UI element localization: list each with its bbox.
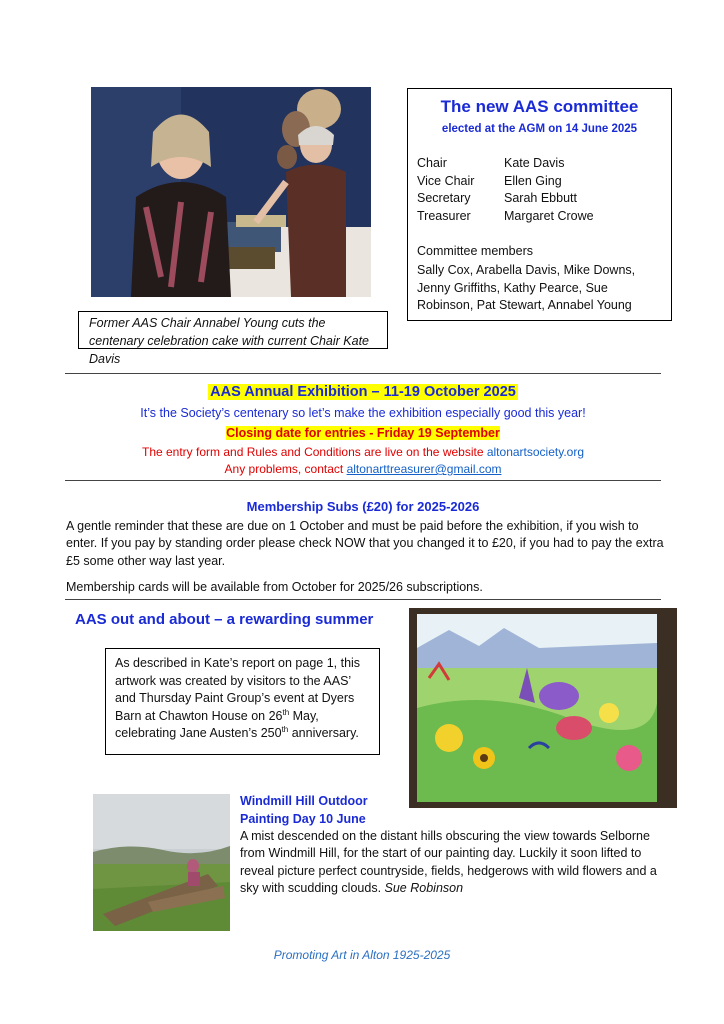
role-name: Ellen Ging <box>504 173 562 188</box>
photo-caption: Former AAS Chair Annabel Young cuts the centenary celebration cake with current Chair Kate Davis <box>78 311 388 349</box>
role-label: Vice Chair <box>417 173 475 188</box>
windmill-body-text: A mist descended on the distant hills obscuring the view towards Selborne from Windmill Hill, for the start of our painting day. Luckily it soon lifted to reveal picture perfect countryside, fields, hedgerows with wild flowers and a sky with scudding clouds. <box>240 829 657 896</box>
role-label: Treasurer <box>417 208 471 223</box>
committee-members-list: Sally Cox, Arabella Davis, Mike Downs, Jenny Griffiths, Kathy Pearce, Sue Robinson, Pat Stewart, Annabel Young <box>417 263 636 313</box>
windmill-title <box>240 793 368 828</box>
entry-form-line <box>65 445 661 459</box>
committee-members-heading: Committee members <box>417 244 533 258</box>
email-link[interactable]: altonarttreasurer@gmail.com <box>346 462 502 476</box>
committee-subtitle: elected at the AGM on 14 June 2025 <box>441 123 638 135</box>
about-text-2: May, celebrating Jane Austen’s 250 <box>115 708 319 741</box>
exhibition-title <box>65 384 661 400</box>
about-title: AAS out and about – a rewarding summer <box>75 611 374 628</box>
divider <box>65 599 661 600</box>
closing-date <box>65 426 661 440</box>
group-artwork-photo <box>409 608 677 808</box>
exhibition-title-text: AAS Annual Exhibition – 11-19 October 2025 <box>210 384 516 400</box>
role-row <box>417 173 594 191</box>
about-sup-1: th <box>282 707 290 717</box>
committee-box <box>407 88 672 321</box>
role-row <box>417 190 594 208</box>
entry-form-text: The entry form and Rules and Conditions are live on the website <box>141 445 487 459</box>
exhibition-subtitle: It’s the Society’s centenary so let’s make the exhibition especially good this year! <box>140 406 586 420</box>
website-link[interactable]: altonartsociety.org <box>486 445 585 459</box>
role-name: Margaret Crowe <box>504 208 594 223</box>
role-row <box>417 155 594 173</box>
problems-line <box>65 462 661 476</box>
cake-cutting-photo <box>91 87 371 297</box>
artwork-description-box <box>105 648 380 755</box>
subs-title: Membership Subs (£20) for 2025-2026 <box>246 499 480 514</box>
divider <box>65 373 661 374</box>
closing-date-text: Closing date for entries - Friday 19 September <box>226 426 500 440</box>
windmill-body <box>240 828 658 898</box>
role-label: Chair <box>417 156 447 170</box>
committee-title: The new AAS committee <box>440 97 639 116</box>
about-sup-2: th <box>281 725 289 735</box>
footer-tagline: Promoting Art in Alton 1925-2025 <box>273 948 451 962</box>
problems-text: Any problems, contact <box>224 462 347 476</box>
windmill-hill-photo <box>93 794 230 931</box>
role-name: Kate Davis <box>504 156 565 170</box>
committee-roles <box>417 155 594 225</box>
windmill-author: Sue Robinson <box>384 881 464 896</box>
windmill-title-line2: Painting Day 10 June <box>240 811 366 826</box>
role-name: Sarah Ebbutt <box>504 191 577 206</box>
role-row <box>417 208 594 226</box>
subs-cards-note: Membership cards will be available from October for 2025/26 subscriptions. <box>66 580 483 594</box>
role-label: Secretary <box>417 191 471 206</box>
subs-body: A gentle reminder that these are due on 1 October and must be paid before the exhibition, if you wish to enter. If you pay by standing order please check NOW that you changed it to £20, if you had to pay the extra £5 some other way last year. <box>66 519 664 568</box>
about-text-3: anniversary. <box>288 726 359 741</box>
about-text-1: As described in Kate’s report on page 1, this artwork was created by visitors to the AAS’ and Thursday Paint Group’s event at Dyers Barn at Chawton House on 26 <box>115 656 361 723</box>
divider <box>65 480 661 481</box>
windmill-title-line1: Windmill Hill Outdoor <box>240 794 368 808</box>
